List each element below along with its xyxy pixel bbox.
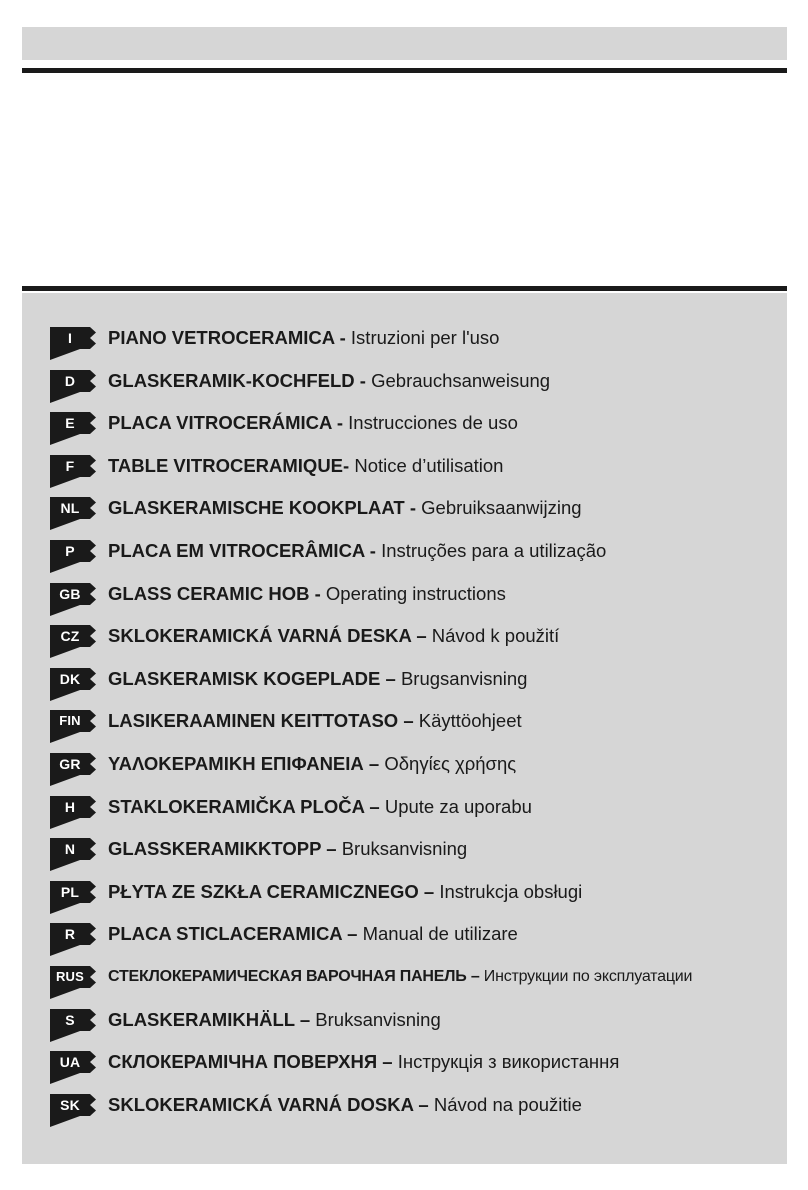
manual-subtitle: Upute za uporabu <box>384 795 532 817</box>
language-code: F <box>65 457 75 474</box>
title-separator: – <box>341 923 363 945</box>
language-code: RUS <box>55 968 85 984</box>
manual-title: PLACA VITROCERÁMICA <box>108 412 332 434</box>
manual-subtitle: Käyttöohjeet <box>418 710 522 732</box>
language-item-ua <box>50 1051 787 1094</box>
language-code-tag <box>50 796 96 829</box>
manual-subtitle: Instrucciones de uso <box>348 412 518 434</box>
language-line <box>108 625 559 647</box>
manual-subtitle: Gebruiksaanwijzing <box>421 497 582 519</box>
language-item-f <box>50 455 787 498</box>
language-code: H <box>64 798 76 815</box>
language-code-tag <box>50 668 96 701</box>
title-separator: - <box>309 582 326 604</box>
manual-title: GLASKERAMISK KOGEPLADE <box>108 667 381 689</box>
language-item-s <box>50 1009 787 1052</box>
manual-subtitle: Інструкція з використання <box>397 1051 620 1073</box>
manual-subtitle: Návod k použití <box>431 625 560 647</box>
language-line <box>108 923 518 945</box>
language-code-tag <box>50 625 96 658</box>
title-separator: – <box>294 1008 316 1030</box>
language-item-d <box>50 370 787 413</box>
manual-title: SKLOKERAMICKÁ VARNÁ DOSKA <box>108 1093 414 1115</box>
title-separator: - <box>404 497 422 519</box>
title-separator: - <box>334 327 351 348</box>
language-item-fin <box>50 710 787 753</box>
language-code-tag <box>50 753 96 786</box>
language-item-dk <box>50 668 787 711</box>
manual-title: СТЕКЛОКЕРАМИЧЕСКАЯ ВАРОЧНАЯ ПАНЕЛЬ <box>108 967 467 985</box>
language-code: P <box>65 542 75 559</box>
title-separator: – <box>413 1093 434 1115</box>
manual-subtitle: Návod na použitie <box>433 1093 582 1115</box>
language-code-tag <box>50 1009 96 1042</box>
language-line <box>108 327 499 349</box>
language-code-tag <box>50 327 96 360</box>
manual-subtitle: Инструкции по эксплуатации <box>483 967 693 985</box>
language-line <box>108 838 467 860</box>
title-separator: – <box>364 795 385 817</box>
language-code: CZ <box>60 628 80 645</box>
manual-subtitle: Manual de utilizare <box>362 923 518 945</box>
manual-title: PLACA EM VITROCERÂMICA <box>108 539 365 561</box>
title-separator: – <box>418 880 440 902</box>
title-separator: – <box>321 838 342 860</box>
language-code-tag <box>50 583 96 616</box>
manual-title: STAKLOKERAMIČKA PLOČA <box>108 795 365 817</box>
manual-title: PŁYTA ZE SZKŁA CERAMICZNEGO <box>108 880 419 902</box>
manual-title: PIANO VETROCERAMICA <box>108 327 335 348</box>
language-code-tag <box>50 881 96 914</box>
title-separator: – <box>363 752 385 774</box>
language-line <box>108 455 503 477</box>
language-line <box>108 796 532 818</box>
language-code: NL <box>60 500 80 517</box>
language-line <box>108 881 582 903</box>
language-item-gb <box>50 583 787 626</box>
language-item-h <box>50 796 787 839</box>
title-separator: - <box>354 369 372 391</box>
language-line <box>108 583 506 605</box>
language-item-n <box>50 838 787 881</box>
language-code-tag <box>50 497 96 530</box>
manual-subtitle: Οδηγίες χρήσης <box>384 752 517 774</box>
language-item-sk <box>50 1094 787 1137</box>
title-separator: – <box>411 625 432 647</box>
language-item-pl <box>50 881 787 924</box>
language-item-rus <box>50 966 787 1009</box>
manual-title: СКЛОКЕРАМІЧНА ПОВЕРХНЯ <box>108 1051 378 1073</box>
manual-title: GLASSKERAMIKKTOPP <box>108 838 322 860</box>
language-list <box>50 327 787 1136</box>
title-separator: – <box>380 667 401 689</box>
language-line <box>108 668 527 690</box>
language-item-cz <box>50 625 787 668</box>
language-line <box>108 1094 582 1116</box>
manual-title: GLASKERAMIK-KOCHFELD <box>108 369 355 391</box>
manual-title: GLASKERAMIKHÄLL <box>108 1008 295 1030</box>
manual-title: PLACA STICLACERAMICA <box>108 923 342 945</box>
language-code: SK <box>60 1096 80 1113</box>
manual-subtitle: Notice d’utilisation <box>354 454 504 476</box>
language-panel <box>22 293 787 1164</box>
language-code-tag <box>50 1051 96 1084</box>
header-band <box>22 27 787 60</box>
manual-subtitle: Operating instructions <box>325 582 506 604</box>
language-line <box>108 370 550 392</box>
title-separator: - <box>343 454 355 476</box>
manual-subtitle: Bruksanvisning <box>315 1008 441 1030</box>
title-separator: – <box>377 1051 398 1073</box>
language-code-tag <box>50 838 96 871</box>
title-separator: - <box>364 539 382 561</box>
language-line <box>108 1051 619 1073</box>
manual-subtitle: Instrukcja obsługi <box>439 880 583 902</box>
manual-title: GLASKERAMISCHE KOOKPLAAT <box>108 497 405 519</box>
language-code: PL <box>60 883 80 900</box>
language-line <box>108 412 518 434</box>
title-separator: - <box>331 412 349 434</box>
language-code: N <box>64 841 76 858</box>
language-item-p <box>50 540 787 583</box>
language-code: S <box>65 1011 75 1028</box>
language-code: D <box>64 372 76 389</box>
top-divider <box>22 68 787 73</box>
manual-title: SKLOKERAMICKÁ VARNÁ DESKA <box>108 625 412 647</box>
manual-subtitle: Brugsanvisning <box>400 667 528 689</box>
manual-title: LASIKERAAMINEN KEITTOTASO <box>108 710 399 732</box>
language-code-tag <box>50 966 96 999</box>
bottom-divider <box>22 286 787 291</box>
language-code: UA <box>59 1054 81 1071</box>
manual-subtitle: Gebrauchsanweisung <box>371 369 551 391</box>
language-code-tag <box>50 923 96 956</box>
language-item-gr <box>50 753 787 796</box>
language-item-r <box>50 923 787 966</box>
manual-subtitle: Instruções para a utilização <box>381 539 607 561</box>
language-code: E <box>65 415 75 432</box>
language-code-tag <box>50 1094 96 1127</box>
language-line <box>108 966 692 988</box>
language-code: FIN <box>59 713 81 729</box>
language-code-tag <box>50 412 96 445</box>
title-separator: – <box>466 967 484 985</box>
language-code-tag <box>50 455 96 488</box>
manual-title: ΥΑΛΟΚΕΡΑΜΙΚΗ ΕΠΙΦΑΝΕΙΑ <box>108 752 364 774</box>
language-code: GB <box>59 585 81 602</box>
manual-subtitle: Bruksanvisning <box>341 838 468 860</box>
language-item-nl <box>50 497 787 540</box>
manual-title: TABLE VITROCERAMIQUE <box>108 454 344 476</box>
language-item-i <box>50 327 787 370</box>
title-separator: – <box>398 710 419 732</box>
language-code: I <box>67 330 73 346</box>
language-line <box>108 753 516 775</box>
language-line <box>108 1009 441 1031</box>
language-code-tag <box>50 710 96 743</box>
language-code-tag <box>50 370 96 403</box>
language-item-e <box>50 412 787 455</box>
language-code-tag <box>50 540 96 573</box>
language-line <box>108 710 522 732</box>
language-code: GR <box>59 755 81 772</box>
language-line <box>108 540 606 562</box>
language-line <box>108 497 582 519</box>
language-code: DK <box>59 670 81 687</box>
manual-title: GLASS CERAMIC HOB <box>108 582 310 604</box>
manual-subtitle: Istruzioni per l'uso <box>350 327 500 348</box>
language-code: R <box>64 926 76 943</box>
